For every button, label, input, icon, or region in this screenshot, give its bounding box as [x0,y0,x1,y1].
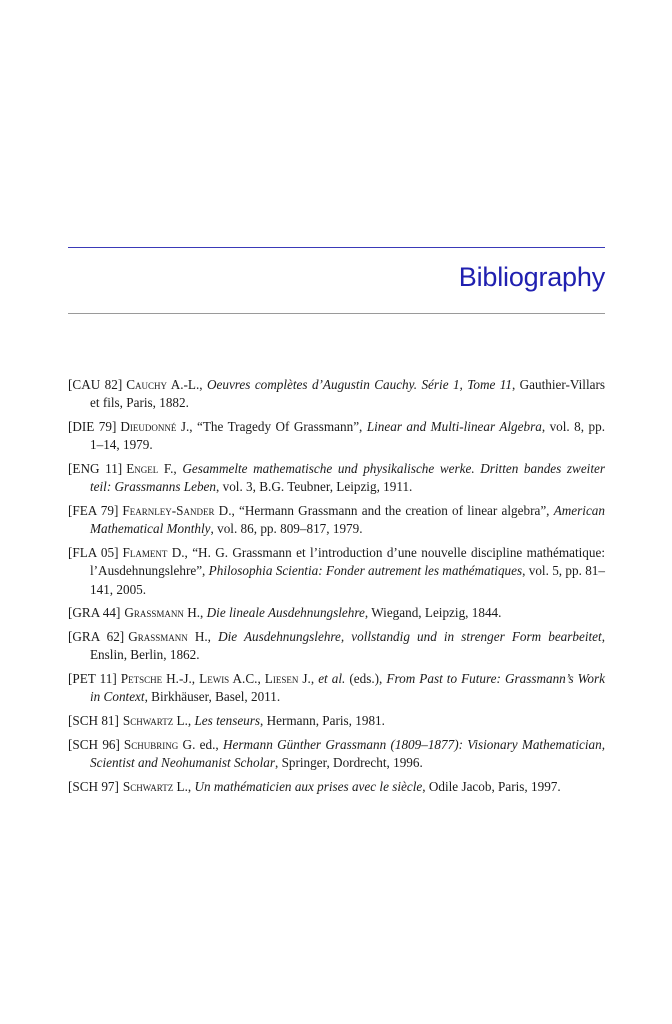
bib-text: L., [173,778,195,794]
bib-text: D., “H. G. Grassmann et l’introduction d’une nouvelle discipline mathématique: l’Ausdehnungslehre”, [90,545,605,579]
bibliography-list [68,376,605,801]
bib-key: [SCH 81] [68,713,119,728]
bib-key: [GRA 62] [68,629,125,644]
bib-author: Cauchy [126,377,168,392]
bib-publisher: , vol. 86, pp. 809–817, 1979. [210,521,363,537]
bib-publisher: , Gauthier-Villars et fils, Paris, 1882. [90,377,605,411]
bib-title: Linear and Multi-linear Algebra [366,419,542,434]
bib-title: Die Ausdehnungslehre, vollstandig und in strenger Form bearbeitet [218,629,602,644]
bib-entry-sch81 [68,712,605,730]
bib-title: Hermann Günther Grassmann (1809–1877): Visionary Mathematician, Scientist and Neohumanist Scholar [90,736,605,770]
bib-key: [CAU 82] [68,377,123,392]
bib-author: Lewis [199,671,230,686]
bib-title: From Past to Future: Grassmann’s Work in Context [90,671,605,705]
bib-key: [ENG 11] [68,461,123,476]
bib-title: Gesammelte mathematische und physikalische werke. Dritten bandes zweiter teil: Grassmanns Leben [90,461,605,495]
chapter-title: Bibliography [458,262,605,292]
bib-author: Grassmann [128,629,188,644]
bib-publisher: , vol. 8, pp. 1–14, 1979. [90,419,605,453]
bib-text: A.-L., [167,377,207,392]
chapter-bottom-rule [68,313,605,314]
bib-author: Schubring [123,736,179,752]
bib-publisher: , Wiegand, Leipzig, 1844. [364,605,502,621]
bib-entry-fea79 [68,502,605,539]
bib-title: Les tenseurs [194,713,261,728]
bib-text: G. ed., [178,736,223,752]
bib-publisher: , Odile Jacob, Paris, 1997. [422,778,561,794]
bib-title: American Mathematical Monthly [90,503,605,537]
bib-text: F., [158,461,183,476]
bib-entry-fla05 [68,544,605,599]
bib-text: (eds.), [345,671,387,686]
bib-entry-sch97 [68,778,605,796]
bib-publisher: , vol. 5, pp. 81–141, 2005. [90,563,605,597]
bib-entry-pet11 [68,670,605,707]
bib-publisher: , Springer, Dordrecht, 1996. [274,755,423,770]
bib-author: Engel [126,461,159,476]
bib-entry-cau82 [68,376,605,413]
bib-author: Fearnley-Sander [122,503,215,518]
bib-title: Die lineale Ausdehnungslehre [206,605,365,621]
bib-title: Un mathématicien aux prises avec le siècle [194,778,423,794]
bib-title: Philosophia Scientia: Fonder autrement les mathématiques [208,563,523,579]
bib-author: Schwartz [122,713,174,728]
bib-publisher: , vol. 3, B.G. Teubner, Leipzig, 1911. [216,479,413,495]
bib-title: Oeuvres complètes d’Augustin Cauchy. Série 1, Tome 11 [206,377,512,392]
bib-publisher: , Birkhäuser, Basel, 2011. [144,689,281,705]
bib-entry-sch96 [68,736,605,773]
bib-author: Petsche [120,671,163,686]
bib-key: [FLA 05] [68,545,119,560]
bib-author: Schwartz [122,778,174,794]
bib-text: J., [298,671,319,686]
bib-key: [GRA 44] [68,605,121,621]
bib-text: A.C., [229,671,265,686]
bib-entry-eng11 [68,460,605,497]
bib-key: [DIE 79] [68,419,117,434]
bib-text: H., [183,605,207,621]
bib-author: Dieudonné [120,419,177,434]
bib-text: J., “The Tragedy Of Grassmann”, [176,419,367,434]
bib-publisher: , Hermann, Paris, 1981. [260,713,385,728]
bib-key: [PET 11] [68,671,117,686]
bib-text: H., [187,629,219,644]
bib-entry-gra44 [68,604,605,622]
bib-key: [FEA 79] [68,503,119,518]
bib-text: D., “Hermann Grassmann and the creation of linear algebra”, [214,503,554,518]
bib-author: Liesen [264,671,299,686]
bib-et-al: et al. [318,671,346,686]
bib-author: Flament [122,545,168,560]
bib-key: [SCH 97] [68,778,119,794]
chapter-top-rule [68,247,605,248]
bib-publisher: , Enslin, Berlin, 1862. [90,629,605,663]
bib-author: Grassmann [124,605,184,621]
bib-entry-gra62 [68,628,605,665]
bib-entry-die79 [68,418,605,455]
bib-text: L., [173,713,195,728]
bib-key: [SCH 96] [68,736,120,752]
bib-text: H.-J., [162,671,200,686]
